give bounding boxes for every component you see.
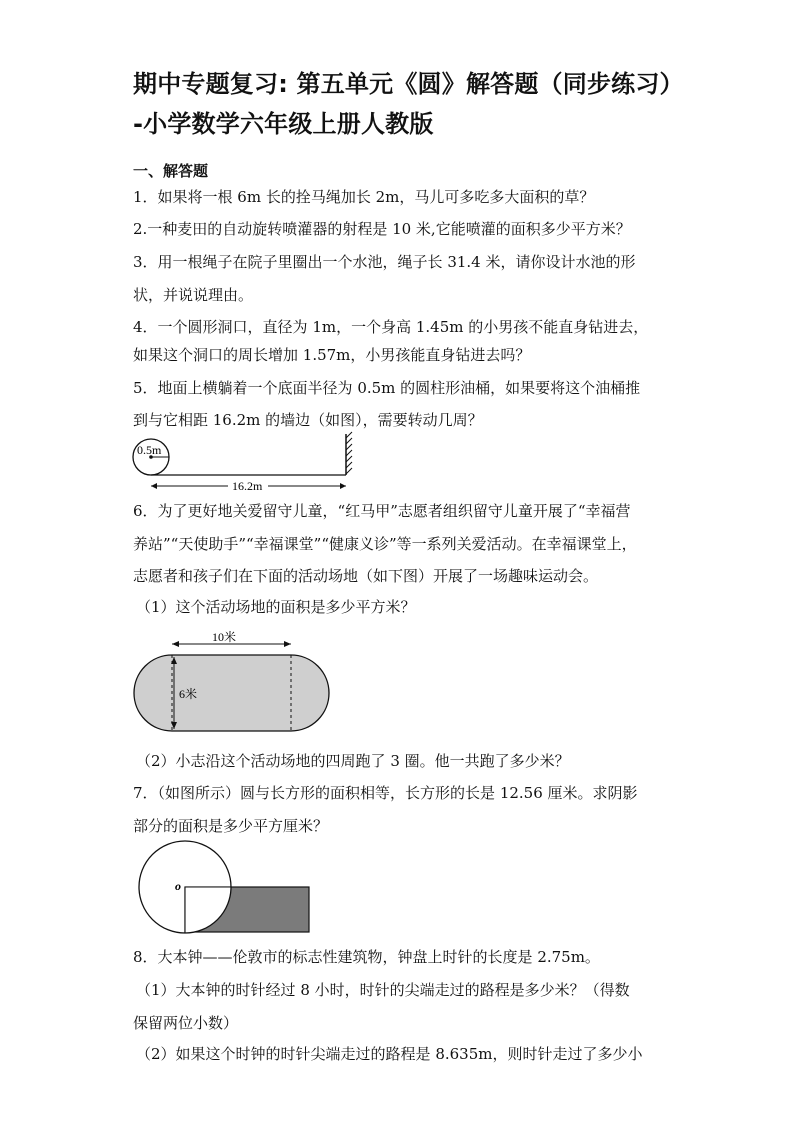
center-label: o bbox=[175, 879, 181, 893]
question-6-part-1: （1）这个活动场地的面积是多少平方米？ bbox=[136, 598, 416, 616]
question-6: 6．为了更好地关爱留守儿童，“红马甲”志愿者组织留守儿童开展了“幸福营 bbox=[133, 502, 631, 520]
question-3-cont: 状，并说说理由。 bbox=[133, 286, 254, 304]
question-3: 3．用一根绳子在院子里圈出一个水池，绳子长 31.4 米，请你设计水池的形 bbox=[133, 253, 636, 271]
field-shape bbox=[134, 655, 329, 731]
height-label: 6米 bbox=[179, 687, 198, 701]
figure-barrel-wall bbox=[130, 432, 360, 494]
question-6-part-2: （2）小志沿这个活动场地的四周跑了 3 圈。他一共跑了多少米？ bbox=[136, 752, 570, 770]
width-label: 10米 bbox=[212, 630, 237, 644]
question-1: 1．如果将一根 6m 长的拴马绳加长 2m，马儿可多吃多大面积的草？ bbox=[133, 188, 595, 206]
radius-label: 0.5m bbox=[137, 443, 162, 457]
document-title bbox=[133, 64, 684, 144]
question-4: 4．一个圆形洞口，直径为 1m，一个身高 1.45m 的小男孩不能直身钻进去， bbox=[133, 318, 649, 336]
section-heading: 一、解答题 bbox=[133, 162, 209, 180]
question-4-cont: 如果这个洞口的周长增加 1.57m，小男孩能直身钻进去吗？ bbox=[133, 346, 531, 364]
wall-hatching bbox=[346, 432, 352, 474]
title-line-1: 期中专题复习: 第五单元《圆》解答题（同步练习） bbox=[133, 70, 684, 98]
title-line-2: -小学数学六年级上册人教版 bbox=[133, 110, 434, 138]
figure-activity-field bbox=[130, 632, 370, 742]
question-6-cont-1: 养站”“天使助手”“幸福课堂”“健康义诊”等一系列关爱活动。在幸福课堂上， bbox=[133, 535, 637, 553]
question-7-cont: 部分的面积是多少平方厘米？ bbox=[133, 817, 329, 835]
figure-circle-rectangle bbox=[130, 840, 320, 938]
question-8: 8．大本钟——伦敦市的标志性建筑物，钟盘上时针的长度是 2.75m。 bbox=[133, 948, 600, 966]
question-8-part-1-cont: 保留两位小数） bbox=[133, 1014, 239, 1032]
question-5: 5．地面上横躺着一个底面半径为 0.5m 的圆柱形油桶，如果要将这个油桶推 bbox=[133, 379, 641, 397]
question-8-part-2: （2）如果这个时钟的时针尖端走过的路程是 8.635m，则时针走过了多少小 bbox=[136, 1045, 643, 1063]
question-8-part-1: （1）大本钟的时针经过 8 小时，时针的尖端走过的路程是多少米？（得数 bbox=[136, 981, 630, 999]
question-5-cont: 到与它相距 16.2m 的墙边（如图），需要转动几周？ bbox=[133, 411, 483, 429]
question-2: 2.一种麦田的自动旋转喷灌器的射程是 10 米,它能喷灌的面积多少平方米？ bbox=[133, 220, 631, 238]
question-7: 7．（如图所示）圆与长方形的面积相等，长方形的长是 12.56 厘米。求阴影 bbox=[133, 784, 638, 802]
question-6-cont-2: 志愿者和孩子们在下面的活动场地（如下图）开展了一场趣味运动会。 bbox=[133, 567, 599, 585]
distance-label: 16.2m bbox=[232, 479, 263, 493]
